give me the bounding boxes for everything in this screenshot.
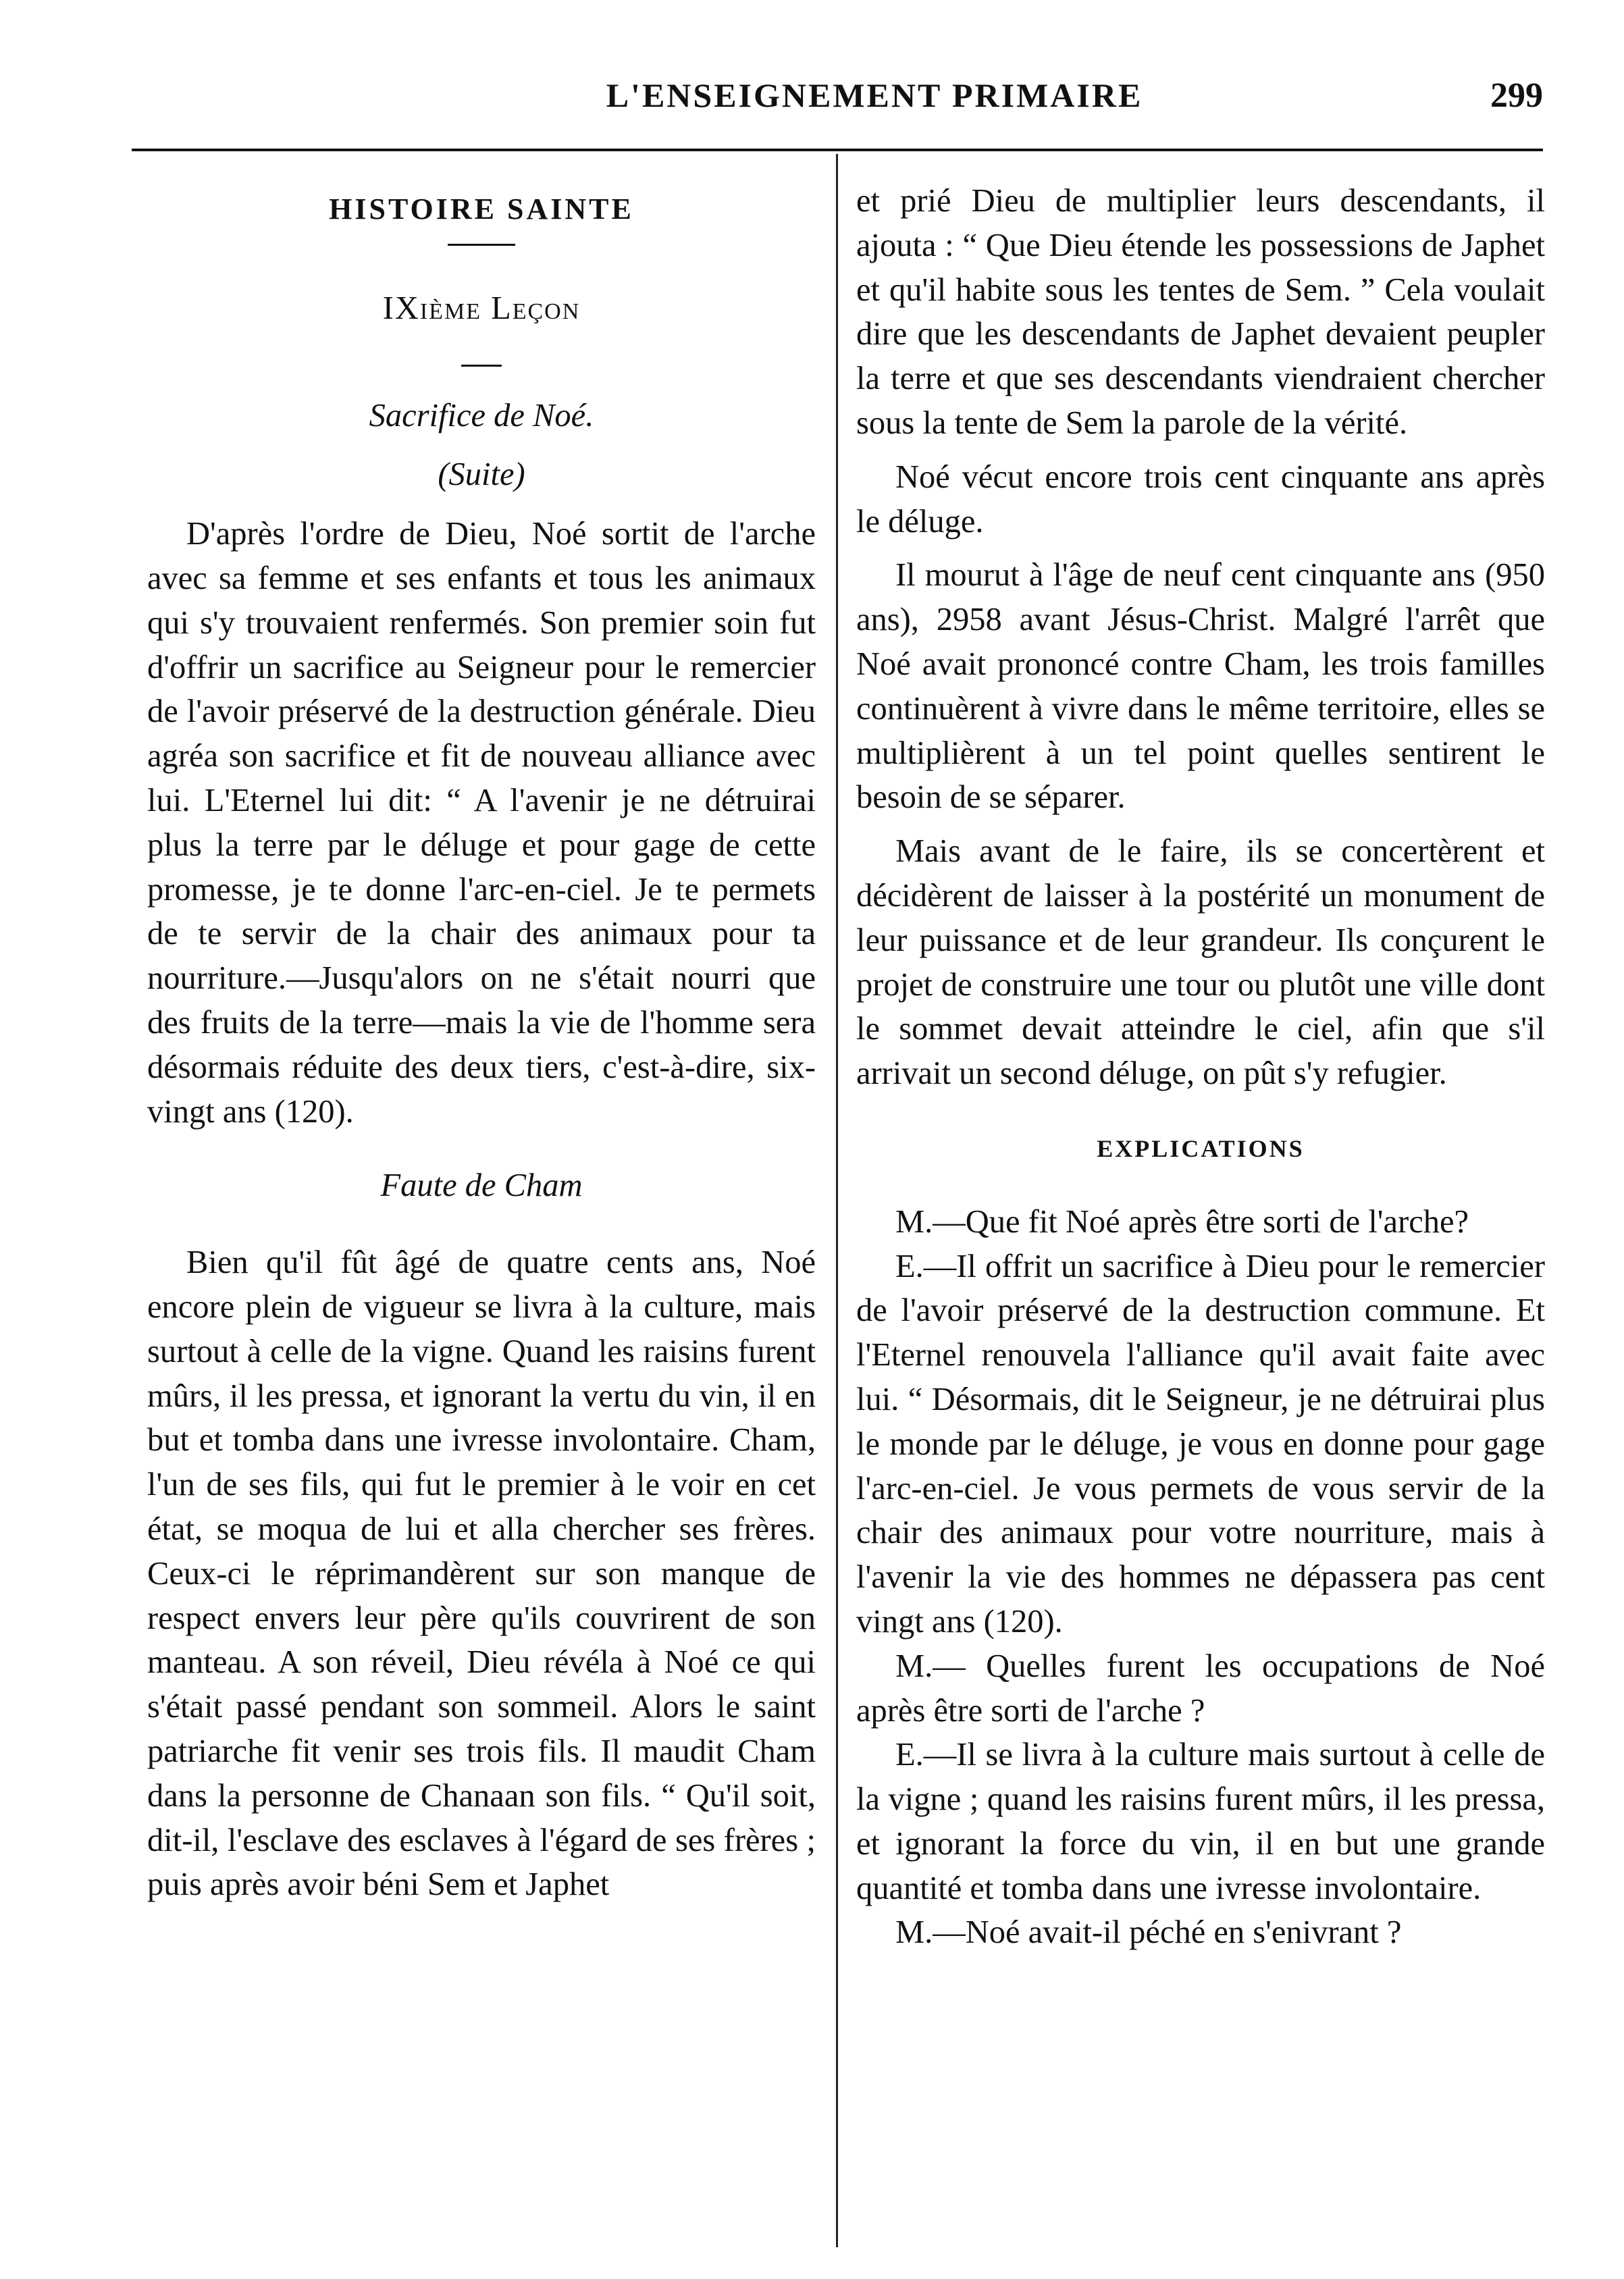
paragraph: Noé vécut encore trois cent cinquante ans après le déluge. [856,459,1545,540]
paragraph: et prié Dieu de multiplier leurs descendants, il ajouta : “ Que Dieu étende les possessions de Japhet et qu'il habite sous les tentes de Sem. ” Cela voulait dire que les descendants de Japhet devaient peupler la terre et que ses descendants viendraient chercher sous la tente de Sem la parole de la vérité. [856,183,1545,441]
page-header [132,76,1543,130]
lesson-subtitle: Sacrifice de Noé. [369,397,594,434]
subsection-title: Faute de Cham [380,1168,583,1204]
qa-item: E.—Il offrit un sacrifice à Dieu pour le remercier de l'avoir préservé de la destruction commune. Et l'Eternel renouvela l'alliance qu'il avait faite avec lui. “ Désormais, dit le Seigneur, je ne détruirai plus le monde par le déluge, je vous en donne pour gage l'arc-en-ciel. Je vous permets de vous servir de la chair des animaux pour votre nourriture, mais à l'avenir la vie des hommes ne dépassera pas cent vingt ans (120). [856,1248,1545,1640]
lesson-dash [461,365,502,367]
paragraph: Il mourut à l'âge de neuf cent cinquante ans (950 ans), 2958 avant Jésus-Christ. Malgré l'arrêt que Noé avait prononcé contre Cham, les trois familles continuèrent à vivre dans le même territoire, elles se multiplièrent à un tel point quelles sentirent le besoin de se séparer. [856,557,1545,816]
header-rule [132,149,1543,151]
running-title: L'ENSEIGNEMENT PRIMAIRE [606,76,1143,114]
heading-dash [448,244,515,246]
qa-item: M.— Quelles furent les occupations de Noé après être sorti de l'arche ? [856,1648,1545,1729]
lesson-title: IXième Leçon [382,290,581,326]
paragraph: Bien qu'il fût âgé de quatre cents ans, Noé encore plein de vigueur se livra à la culture, mais surtout à celle de la vigne. Quand les raisins furent mûrs, il les pressa, et ignorant la vertu du vin, il en but et tomba dans une ivresse involontaire. Cham, l'un de ses fils, qui fut le premier à le voir en cet état, se moqua de lui et alla chercher ses frères. Ceux-ci le réprimandèrent sur son manque de respect envers leur père qu'ils couvrirent de son manteau. A son réveil, Dieu révéla à Noé ce qui s'était passé pendant son sommeil. Alors le saint patriarche fit venir ses trois fils. Il maudit Cham dans la personne de Chanaan son fils. “ Qu'il soit, dit-il, l'esclave des esclaves à l'égard de ses frères ; puis après avoir béni Sem et Japhet [147,1245,816,1903]
paragraph: Mais avant de le faire, ils se concertèrent et décidèrent de laisser à la postérité un monument de leur puissance et de leur grandeur. Ils conçurent le projet de construire une tour ou plutôt une ville dont le sommet devait atteindre le ciel, afin que s'il arrivait un second déluge, on pût s'y refugier. [856,833,1545,1092]
qa-item: M.—Que fit Noé après être sorti de l'arche? [895,1203,1469,1240]
continued-label: (Suite) [438,456,525,493]
paragraph: D'après l'ordre de Dieu, Noé sortit de l'arche avec sa femme et ses enfants et tous les animaux qui s'y trouvaient renfermés. Son premier soin fut d'offrir un sacrifice au Seigneur pour le remercier de l'avoir préservé de la destruction générale. Dieu agréa son sacrifice et fit de nouveau alliance avec lui. L'Eternel lui dit: “ A l'avenir je ne détruirai plus la terre par le déluge et pour gage de cette promesse, je te donne l'arc-en-ciel. Je te permets de te servir de la chair des animaux pour ta nourriture.—Jusqu'alors on ne s'était nourri que des fruits de la terre—mais la vie de l'homme sera désormais réduite des deux tiers, c'est-à-dire, six-vingt ans (120). [147,516,816,1130]
qa-item: M.—Noé avait-il péché en s'enivrant ? [895,1914,1402,1951]
section-heading: HISTOIRE SAINTE [329,192,634,226]
qa-item: E.—Il se livra à la culture mais surtout à celle de la vigne ; quand les raisins furent mûrs, il les pressa, et ignorant la force du vin, il en but une grande quantité et tomba dans une ivresse involontaire. [856,1737,1545,1906]
column-divider [836,154,838,2247]
left-column [147,179,816,1907]
page-number: 299 [1490,76,1543,115]
explications-heading: EXPLICATIONS [1097,1134,1305,1162]
right-column [856,179,1545,1955]
